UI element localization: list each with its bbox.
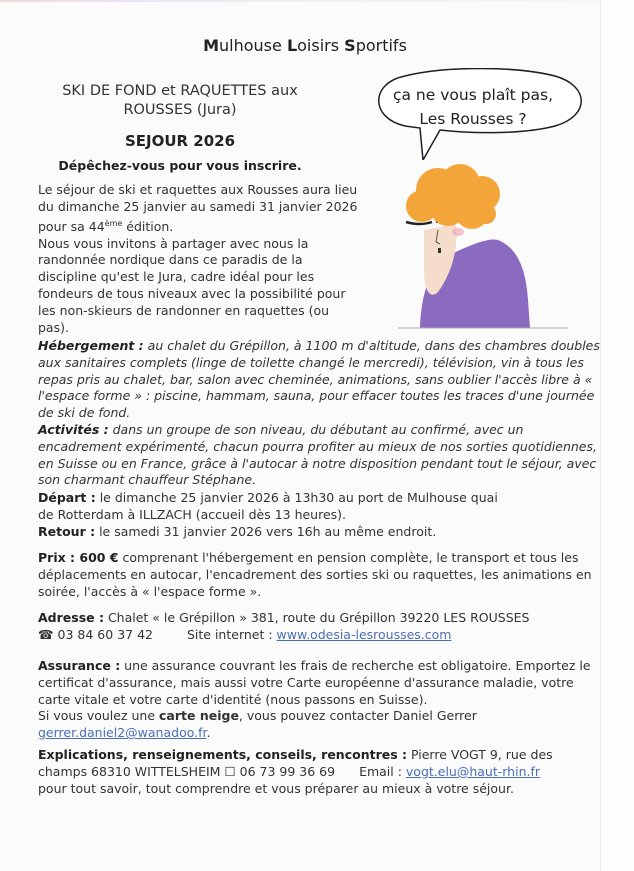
- gerrer-email-link[interactable]: gerrer.daniel2@wanadoo.fr: [38, 725, 207, 741]
- hebergement-section: [38, 338, 603, 422]
- intro-paragraph: [38, 182, 358, 336]
- org-word-sportifs: portifs: [355, 36, 407, 55]
- adresse-text: Chalet « le Grépillon » 381, route du Grépillon 39220 LES ROUSSES: [103, 610, 530, 625]
- site-label: Site internet :: [186, 626, 277, 642]
- intro-text-2: édition.: [122, 218, 174, 234]
- assurance-label: Assurance :: [38, 658, 121, 673]
- organization-title: [0, 36, 610, 55]
- adresse-section: [38, 610, 603, 644]
- activites-section: [38, 422, 603, 489]
- retour-label: Retour :: [38, 523, 96, 539]
- activites-label: Activités :: [38, 422, 109, 437]
- hebergement-label: Hébergement :: [38, 338, 144, 353]
- cartoon-character-icon: [398, 160, 598, 332]
- email-label: Email :: [359, 763, 406, 779]
- explications-label: Explications, renseignements, conseils, rencontres :: [38, 747, 408, 762]
- depart-label: Départ :: [38, 490, 96, 505]
- intro-text-1: Le séjour de ski et raquettes aux Rousses aura lieu du dimanche 25 janvier au samedi 31 janvier 2026 pour sa 44: [38, 182, 358, 234]
- event-subtitle: [50, 82, 310, 120]
- org-initial-m: M: [203, 36, 220, 55]
- email-period: .: [206, 725, 211, 741]
- subtitle-line-1: SKI DE FOND et RAQUETTES aux: [62, 83, 298, 99]
- intro-text-3: Nous vous invitons à partager avec nous la randonnée nordique dans ce paradis de la discipline qu'est le Jura, cadre idéal pour les fondeurs de tous niveaux avec la possibilité pour les non-skieurs de randonner en raquettes (ou pas).: [38, 235, 346, 335]
- bubble-line-1: ça ne vous plaît pas,: [392, 86, 553, 104]
- phone-icon: ☎: [38, 626, 54, 642]
- scan-edge: [0, 0, 634, 2]
- depart-text: le dimanche 25 janvier 2026 à 13h30 au port de Mulhouse quai de Rotterdam à ILLZACH (accueil dès 13 heures).: [38, 490, 498, 522]
- org-initial-s: S: [344, 36, 356, 55]
- org-word-loisirs: oisirs: [297, 36, 345, 55]
- prix-label: Prix : 600 €: [38, 550, 119, 565]
- carte-neige-bold: carte neige: [159, 708, 239, 724]
- prix-text: comprenant l'hébergement en pension complète, le transport et tous les déplacements en autocar, l'encadrement des sorties ski ou raquettes, les animations en soirée, l'accès à « l'espace forme ».: [38, 550, 592, 599]
- org-initial-l: L: [286, 36, 298, 55]
- vogt-email-link[interactable]: vogt.elu@haut-rhin.fr: [405, 763, 541, 779]
- carte-neige-pre: Si vous voulez une: [38, 708, 160, 724]
- scan-margin: [600, 0, 634, 871]
- speech-bubble-text: [378, 83, 568, 131]
- intro-superscript: ème: [104, 218, 123, 228]
- adresse-label: Adresse :: [38, 610, 104, 625]
- carte-neige-post: , vous pouvez contacter Daniel Gerrer: [238, 708, 477, 724]
- sejour-heading: SEJOUR 2026: [124, 132, 236, 150]
- bubble-line-2: Les Rousses ?: [419, 110, 527, 128]
- closing-text: pour tout savoir, tout comprendre et vous préparer au mieux à votre séjour.: [38, 780, 514, 796]
- depart-retour-section: [38, 490, 508, 540]
- hurry-notice: Dépêchez-vous pour vous inscrire.: [58, 158, 302, 173]
- vogt-phone: 06 73 99 36 69: [235, 763, 336, 779]
- hebergement-text: au chalet du Grépillon, à 1100 m d'altitude, dans des chambres doubles aux sanitaires complets (linge de toilette changé le mercredi), télévision, vin à tous les repas pris au chalet, bar, salon avec cheminée, animations, sans oublier l'accès libre à « l'espace forme » : piscine, hammam, sauna, pour effacer toutes les traces d'une journée de ski de fond.: [38, 338, 600, 421]
- phone-box-icon: ☐: [224, 763, 236, 779]
- prix-section: [38, 550, 603, 600]
- website-link[interactable]: www.odesia-lesrousses.com: [276, 626, 452, 642]
- chalet-phone: 03 84 60 37 42: [53, 626, 153, 642]
- activites-text: dans un groupe de son niveau, du débutant au confirmé, avec un encadrement expérimenté, chacun pourra profiter au mieux de nos sorties quotidiennes, en Suisse ou en France, grâce à l'autocar à notre disposition pendant tout le séjour, avec son charmant chauffeur Stéphane.: [38, 422, 597, 488]
- explications-text: Pierre VOGT 9, rue des champs 68310 WITTELSHEIM: [38, 747, 553, 779]
- assurance-text: une assurance couvrant les frais de recherche est obligatoire. Emportez le certificat d'assurance, mais aussi votre Carte européenne d'assurance maladie, votre carte vitale et votre carte d'identité (nous passons en Suisse).: [38, 658, 591, 707]
- retour-text: le samedi 31 janvier 2026 vers 16h au même endroit.: [95, 523, 437, 539]
- explications-section: [38, 747, 568, 797]
- assurance-section: [38, 658, 603, 742]
- character-hair: [406, 164, 500, 229]
- org-word-mulhouse: ulhouse: [219, 36, 287, 55]
- subtitle-line-2: ROUSSES (Jura): [123, 102, 237, 118]
